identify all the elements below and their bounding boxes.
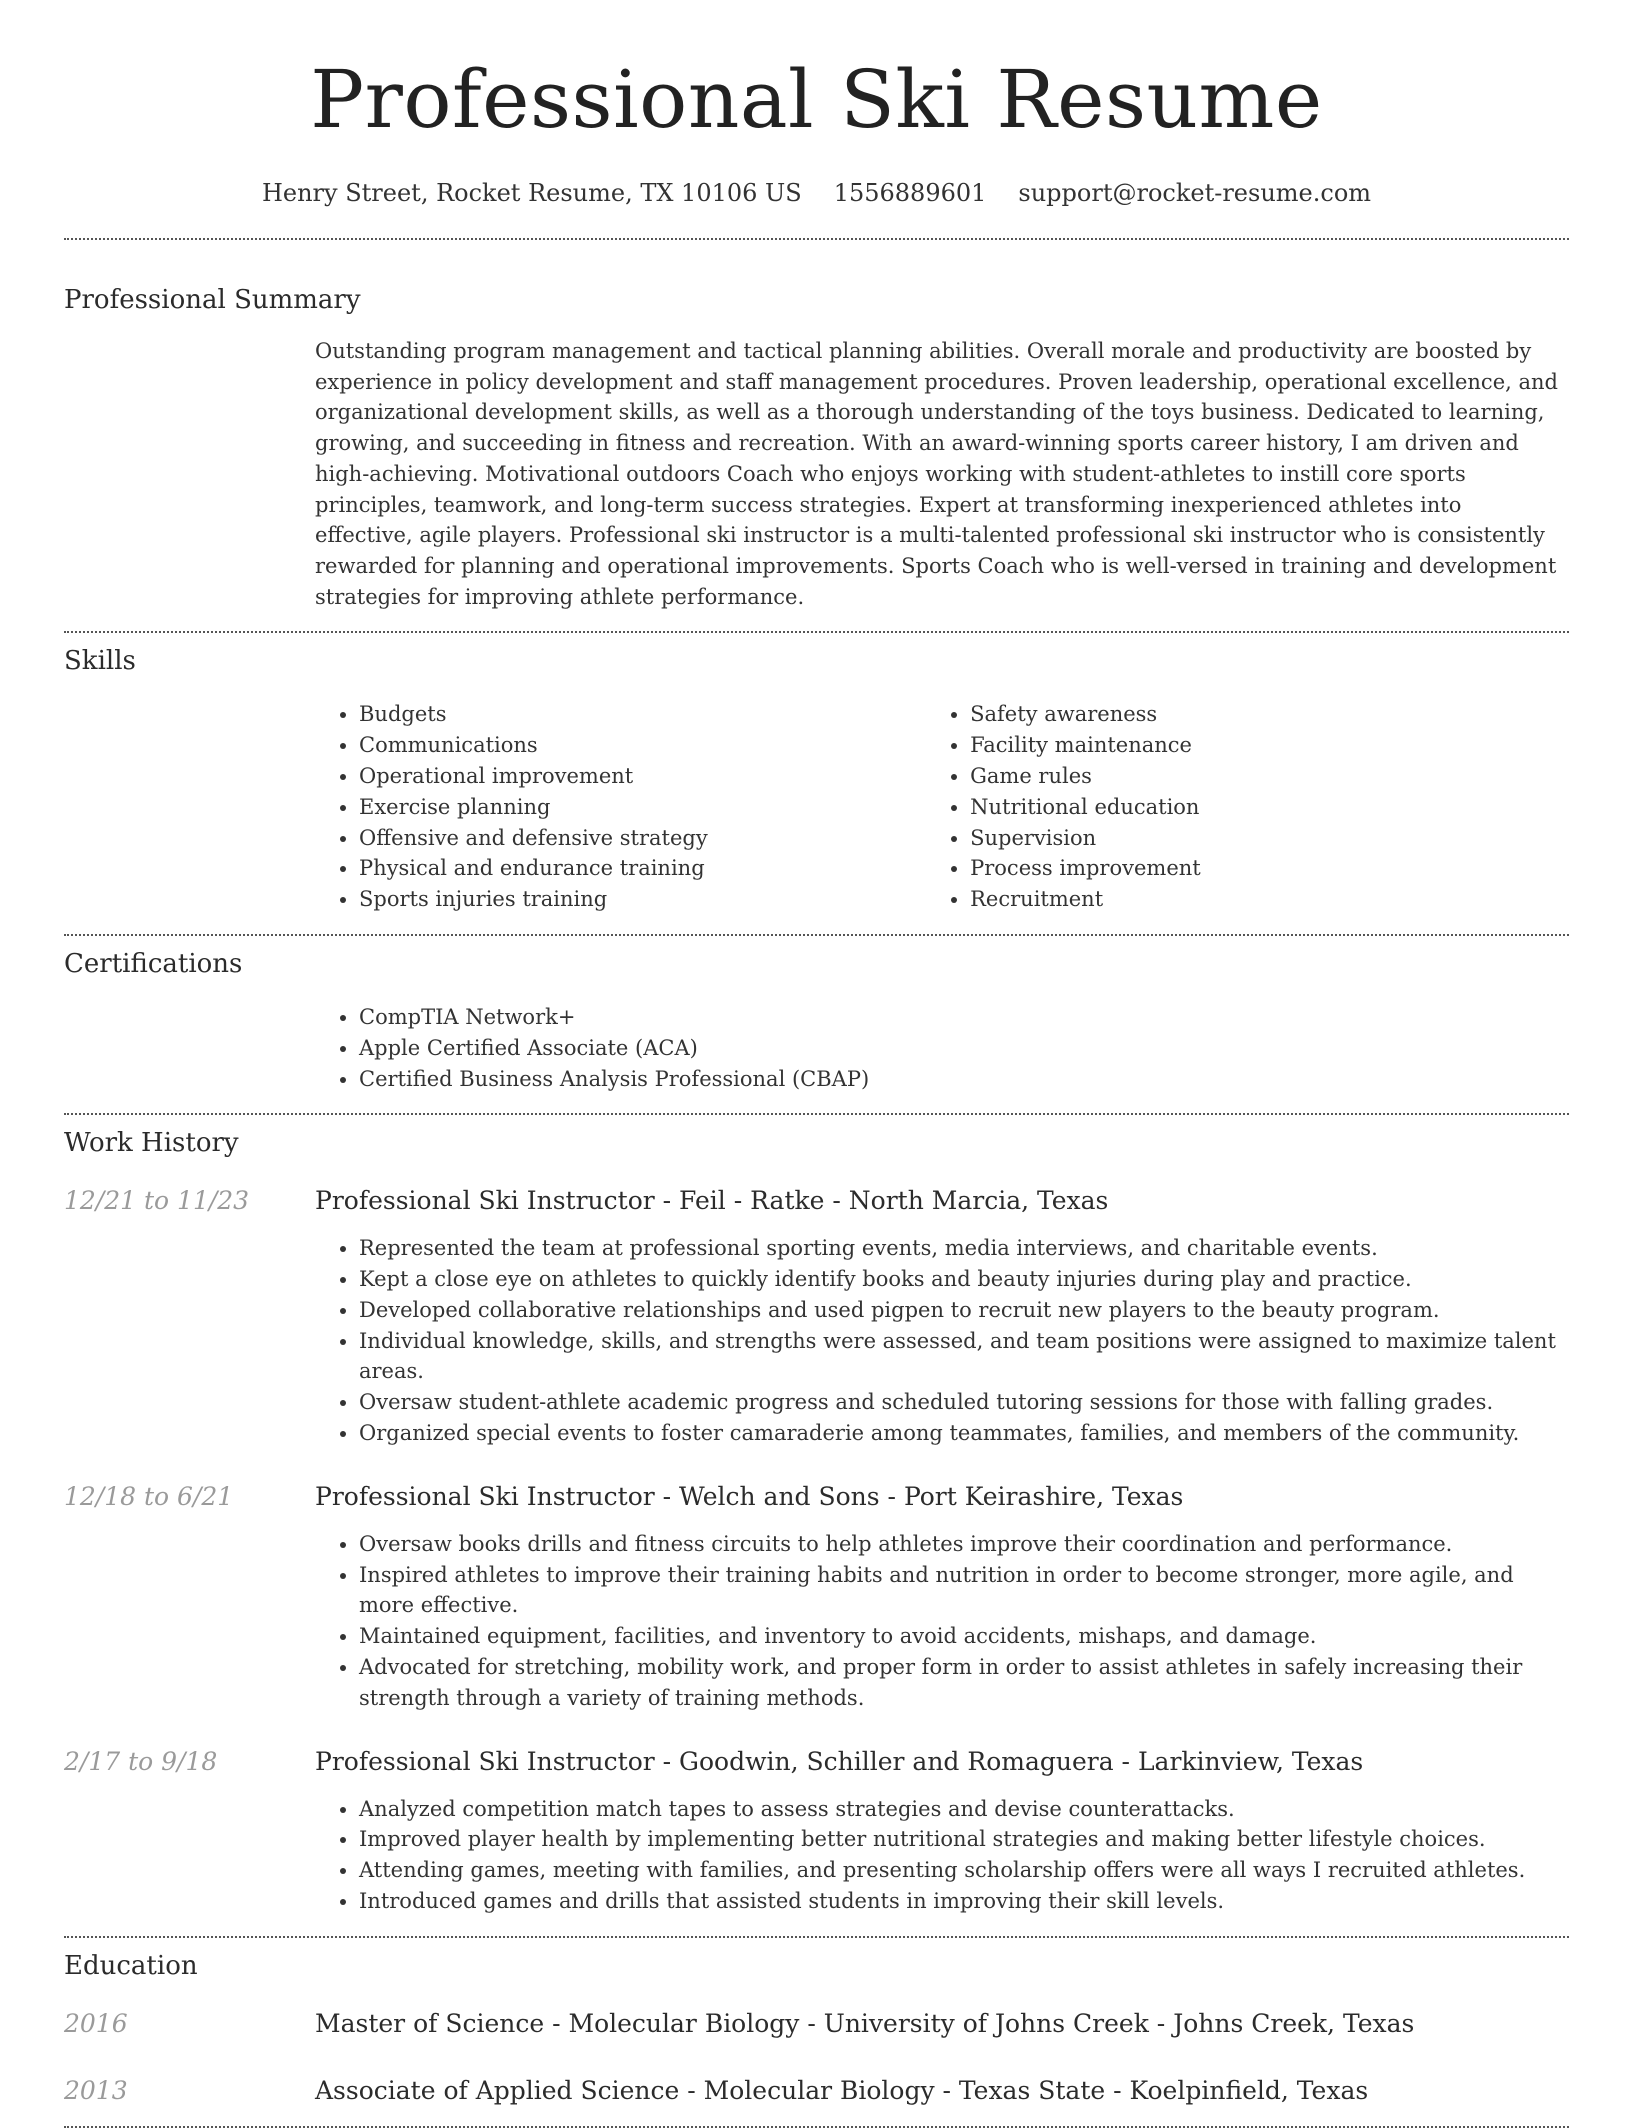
job-entry — [64, 1481, 1569, 1714]
skills-column-right — [926, 699, 1565, 915]
job-bullet: • Represented the team at professional sporting events, media interviews, and charitable events. — [359, 1233, 1565, 1264]
section-heading-work: Work History — [64, 1128, 239, 1159]
certification-item: • Certified Business Analysis Professional (CBAP) — [359, 1064, 1565, 1095]
job-bullet: • Individual knowledge, skills, and strengths were assessed, and team positions were assigned to maximize talent areas. — [359, 1326, 1565, 1388]
job-title: Professional Ski Instructor - Feil - Ratke - North Marcia, Texas — [315, 1186, 1109, 1216]
education-year: 2013 — [64, 2075, 128, 2105]
skill-item: • Safety awareness — [970, 699, 1565, 730]
certification-item: • CompTIA Network+ — [359, 1002, 1565, 1033]
skill-item: • Offensive and defensive strategy — [359, 823, 926, 854]
job-bullet: • Oversaw student-athlete academic progress and scheduled tutoring sessions for those with falling grades. — [359, 1387, 1565, 1418]
skill-item: • Operational improvement — [359, 761, 926, 792]
skills-column-left — [315, 699, 926, 915]
job-bullet: • Advocated for stretching, mobility work, and proper form in order to assist athletes in safely increasing their strength through a variety of training methods. — [359, 1652, 1565, 1714]
job-bullet: • Inspired athletes to improve their training habits and nutrition in order to become stronger, more agile, and more effective. — [359, 1560, 1565, 1622]
job-bullet: • Developed collaborative relationships and used pigpen to recruit new players to the beauty program. — [359, 1295, 1565, 1326]
skill-item: • Process improvement — [970, 853, 1565, 884]
job-title: Professional Ski Instructor - Goodwin, Schiller and Romaguera - Larkinview, Texas — [315, 1746, 1364, 1776]
contact-line — [64, 178, 1569, 208]
education-entry — [64, 2008, 1569, 2040]
education-year: 2016 — [64, 2008, 128, 2038]
resume-title: Professional Ski Resume — [310, 53, 1323, 146]
section-heading-certifications: Certifications — [64, 948, 243, 979]
skill-item: • Budgets — [359, 699, 926, 730]
skill-item: • Game rules — [970, 761, 1565, 792]
job-bullet: • Oversaw books drills and fitness circuits to help athletes improve their coordination and performance. — [359, 1529, 1565, 1560]
contact-address: Henry Street, Rocket Resume, TX 10106 US — [261, 179, 802, 207]
section-heading-summary: Professional Summary — [64, 285, 361, 315]
divider — [64, 1113, 1569, 1115]
summary-text: Outstanding program management and tactical planning abilities. Overall morale and productivity are boosted by experience in policy development and staff management procedures. Proven leadership, operational excellence, and organizational development skills, as well as a thorough understanding of the toys business. Dedicated to learning, growing, and succeeding in fitness and recreation. With an award-winning sports career history, I am driven and high-achieving. Motivational outdoors Coach who enjoys working with student-athletes to instill core sports principles, teamwork, and long-term success strategies. Expert at transforming inexperienced athletes into effective, agile players. Professional ski instructor is a multi-talented professional ski instructor who is consistently rewarded for planning and operational improvements. Sports Coach who is well-versed in training and development strategies for improving athlete performance. — [315, 339, 1558, 609]
education-title: Master of Science - Molecular Biology - University of Johns Creek - Johns Creek, Texas — [315, 2008, 1415, 2038]
contact-email: support@rocket-resume.com — [1018, 179, 1372, 207]
resume-page — [64, 0, 1569, 2128]
job-bullet: • Attending games, meeting with families, and presenting scholarship offers were all ways I recruited athletes. — [359, 1855, 1565, 1886]
skill-item: • Supervision — [970, 823, 1565, 854]
skills-list — [315, 699, 1565, 915]
job-bullet: • Kept a close eye on athletes to quickly identify books and beauty injuries during play and practice. — [359, 1264, 1565, 1295]
section-heading-education: Education — [64, 1950, 198, 1981]
divider — [64, 934, 1569, 936]
job-bullet: • Improved player health by implementing better nutritional strategies and making better lifestyle choices. — [359, 1824, 1565, 1855]
education-entry — [64, 2075, 1569, 2107]
skill-item: • Sports injuries training — [359, 884, 926, 915]
job-title: Professional Ski Instructor - Welch and Sons - Port Keirashire, Texas — [315, 1481, 1184, 1511]
job-dates: 12/18 to 6/21 — [64, 1481, 234, 1511]
education-title: Associate of Applied Science - Molecular Biology - Texas State - Koelpinfield, Texas — [315, 2075, 1369, 2105]
divider — [64, 631, 1569, 633]
job-bullet: • Organized special events to foster camaraderie among teammates, families, and members of the community. — [359, 1418, 1565, 1449]
job-entry — [64, 1185, 1569, 1449]
skill-item: • Exercise planning — [359, 792, 926, 823]
divider — [64, 1936, 1569, 1938]
section-heading-skills: Skills — [64, 646, 136, 677]
job-dates: 12/21 to 11/23 — [64, 1186, 250, 1216]
skill-item: • Recruitment — [970, 884, 1565, 915]
skill-item: • Communications — [359, 730, 926, 761]
certifications-list — [315, 1002, 1565, 1094]
divider — [64, 238, 1569, 240]
skill-item: • Facility maintenance — [970, 730, 1565, 761]
skill-item: • Physical and endurance training — [359, 853, 926, 884]
job-entry — [64, 1746, 1569, 1917]
contact-phone: 1556889601 — [833, 179, 987, 207]
job-dates: 2/17 to 9/18 — [64, 1746, 218, 1776]
certification-item: • Apple Certified Associate (ACA) — [359, 1033, 1565, 1064]
job-bullet: • Maintained equipment, facilities, and inventory to avoid accidents, mishaps, and damage. — [359, 1621, 1565, 1652]
skill-item: • Nutritional education — [970, 792, 1565, 823]
job-bullet: • Introduced games and drills that assisted students in improving their skill levels. — [359, 1886, 1565, 1917]
job-bullet: • Analyzed competition match tapes to assess strategies and devise counterattacks. — [359, 1794, 1565, 1825]
